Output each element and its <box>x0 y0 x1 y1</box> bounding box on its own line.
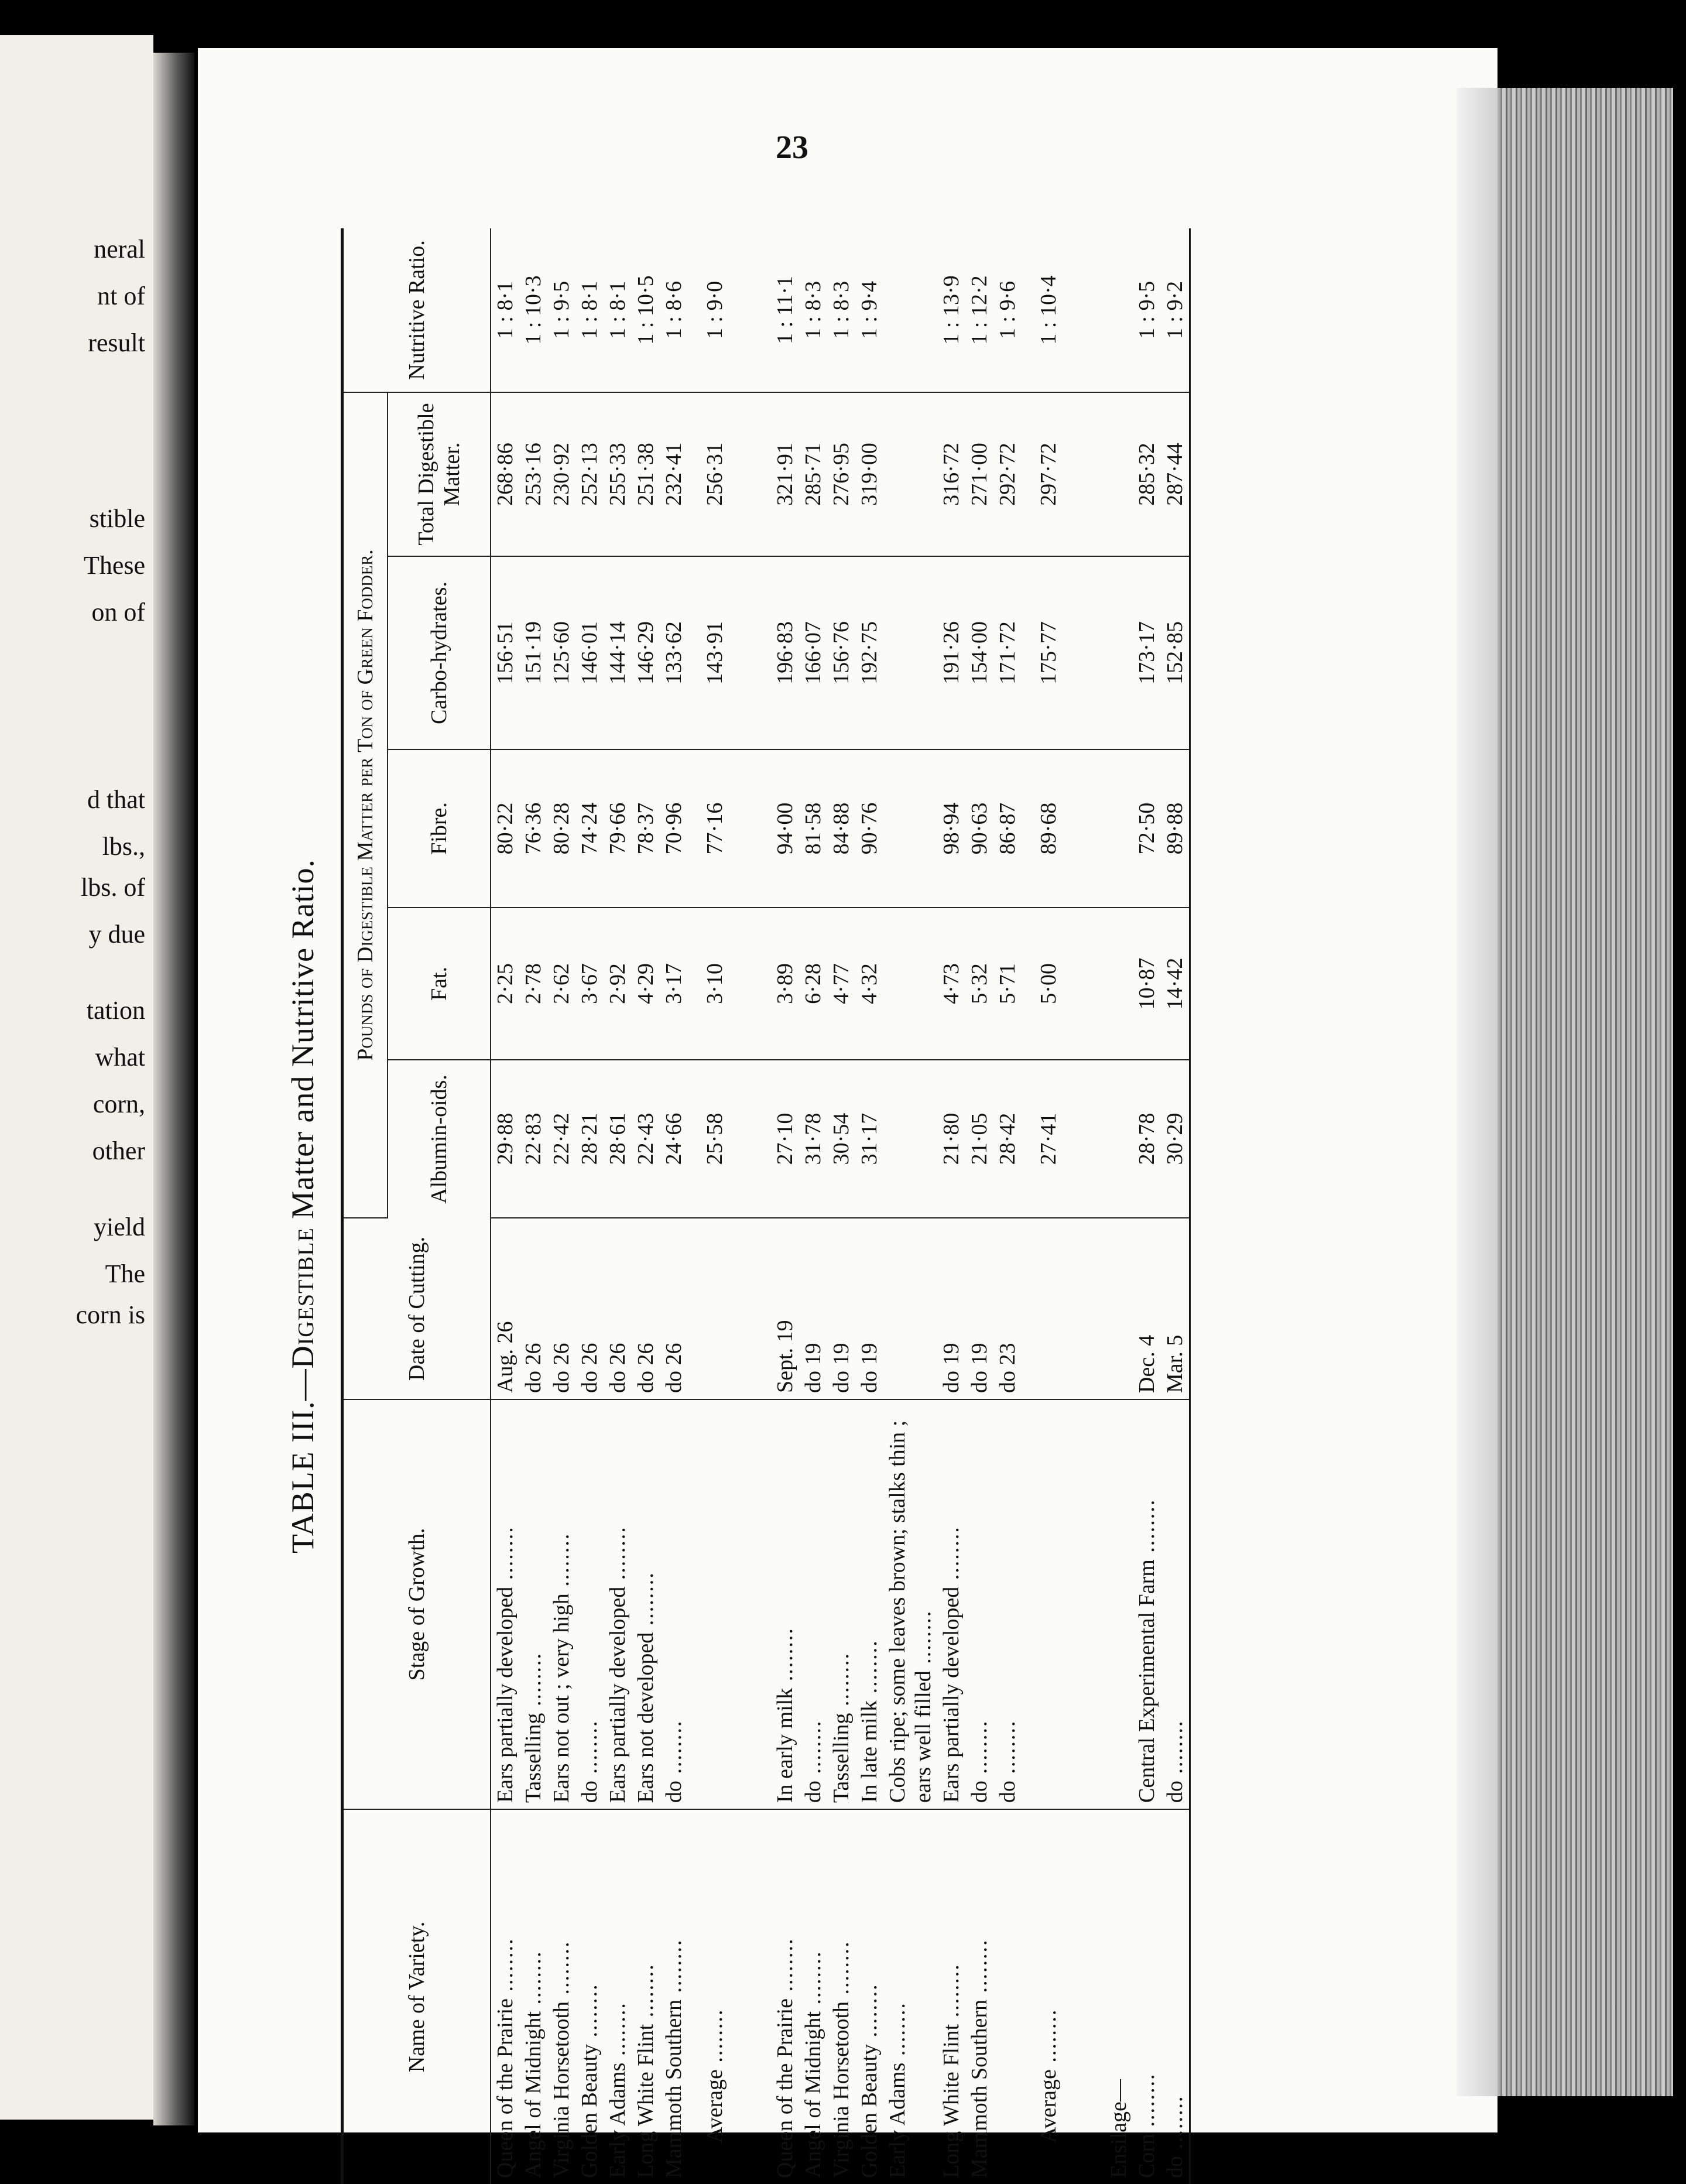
header-ratio: Nutritive Ratio. <box>342 228 491 392</box>
carbohydrates-cell: 192·75 <box>855 556 883 749</box>
fat-cell: 5·32 <box>965 908 993 1060</box>
table-row <box>937 228 965 2184</box>
ratio-cell: 1 : 12·2 <box>965 228 993 392</box>
carbohydrates-cell: 166·07 <box>799 556 827 749</box>
left-page-text-fragment: yield <box>94 1213 145 1241</box>
albuminoids-cell: 27·41 <box>1022 1060 1075 1218</box>
albuminoids-cell: 22·83 <box>519 1060 547 1218</box>
table-title-rest: Matter and Nutritive Ratio. <box>285 858 320 1228</box>
rotated-table-block <box>276 228 1377 2184</box>
carbohydrates-cell: 173·17 <box>1133 556 1161 749</box>
fibre-cell: 90·63 <box>965 749 993 908</box>
fibre-cell: 74·24 <box>575 749 604 908</box>
variety-name-cell: Mammoth Southern ..... <box>965 1809 993 2184</box>
carbohydrates-cell: 152·85 <box>1161 556 1190 749</box>
stage-cell: Ears partially developed ..... <box>491 1399 519 1809</box>
variety-name-cell: Angel of Midnight ..... <box>519 1809 547 2184</box>
variety-name-cell: Ensilage— <box>1106 2079 1131 2178</box>
albuminoids-cell: 21·80 <box>937 1060 965 1218</box>
table-row <box>575 228 604 2184</box>
fibre-cell: 81·58 <box>799 749 827 908</box>
total-cell: 253·16 <box>519 392 547 556</box>
albuminoids-cell: 27·10 <box>771 1060 799 1218</box>
total-cell: 232·41 <box>660 392 688 556</box>
book-gutter <box>153 53 194 2125</box>
fibre-cell: 89·68 <box>1022 749 1075 908</box>
stage-cell: do ..... <box>660 1399 688 1809</box>
variety-name-cell: Angel of Midnight ..... <box>799 1809 827 2184</box>
date-cell: do 19 <box>965 1218 993 1399</box>
date-cell: do 26 <box>547 1218 575 1399</box>
table-row <box>771 228 799 2184</box>
page-edges <box>1497 88 1673 2096</box>
fat-cell: 2·62 <box>547 908 575 1060</box>
stage-cell: Cobs ripe; some leaves brown; stalks thin ; ears well filled ..... <box>883 1399 937 1809</box>
fibre-cell: 70·96 <box>660 749 688 908</box>
variety-name-cell: Corn ..... <box>1133 1809 1161 2184</box>
total-cell: 251·38 <box>632 392 660 556</box>
fibre-cell: 90·76 <box>855 749 883 908</box>
carbohydrates-cell <box>883 556 937 749</box>
carbohydrates-cell: 156·51 <box>491 556 519 749</box>
ratio-cell: 1 : 8·1 <box>491 228 519 392</box>
variety-name-cell: Virginia Horsetooth ..... <box>827 1809 855 2184</box>
fat-cell: 3·89 <box>771 908 799 1060</box>
table-body <box>491 228 1190 2184</box>
variety-name-cell: Queen of the Prairie ..... <box>491 1809 519 2184</box>
stage-cell: Ears not out ; very high ..... <box>547 1399 575 1809</box>
date-cell: Dec. 4 <box>1133 1218 1161 1399</box>
date-cell <box>1105 1218 1133 1399</box>
left-page-text-fragment: on of <box>91 598 145 627</box>
stage-cell <box>688 1399 742 1809</box>
total-cell: 285·71 <box>799 392 827 556</box>
fat-cell: 3·17 <box>660 908 688 1060</box>
stage-cell: do ..... <box>965 1399 993 1809</box>
fibre-cell: 80·28 <box>547 749 575 908</box>
left-page-text-fragment: y due <box>88 920 145 949</box>
ratio-cell: 1 : 9·6 <box>993 228 1022 392</box>
ratio-cell: 1 : 8·6 <box>660 228 688 392</box>
table-row <box>1105 228 1133 2184</box>
left-page-text-fragment: lbs., <box>102 832 145 861</box>
fibre-cell: 79·66 <box>604 749 632 908</box>
ratio-cell: 1 : 9·5 <box>1133 228 1161 392</box>
variety-name-cell: Average ..... <box>1022 1809 1075 2184</box>
date-cell: do 26 <box>604 1218 632 1399</box>
ratio-cell: 1 : 10·5 <box>632 228 660 392</box>
total-cell: 321·91 <box>771 392 799 556</box>
fat-cell <box>1105 908 1133 1060</box>
carbohydrates-cell: 154·00 <box>965 556 993 749</box>
carbohydrates-cell: 144·14 <box>604 556 632 749</box>
average-row <box>1022 228 1075 2184</box>
carbohydrates-cell: 156·76 <box>827 556 855 749</box>
date-cell: Aug. 26 <box>491 1218 519 1399</box>
total-cell: 285·32 <box>1133 392 1161 556</box>
fibre-cell: 80·22 <box>491 749 519 908</box>
fibre-cell: 98·94 <box>937 749 965 908</box>
date-cell: do 19 <box>855 1218 883 1399</box>
table-row <box>660 228 688 2184</box>
page-number: 23 <box>776 129 808 166</box>
table-row <box>965 228 993 2184</box>
left-page-text-fragment: corn, <box>92 1090 145 1118</box>
fat-cell: 4·29 <box>632 908 660 1060</box>
stage-cell: In late milk ..... <box>855 1399 883 1809</box>
fat-cell: 4·73 <box>937 908 965 1060</box>
fibre-cell: 94·00 <box>771 749 799 908</box>
left-page-text-fragment: nt of <box>97 282 145 310</box>
stage-cell <box>1105 1399 1133 1809</box>
carbohydrates-cell: 146·29 <box>632 556 660 749</box>
ratio-cell: 1 : 11·1 <box>771 228 799 392</box>
left-page-text-fragment: stible <box>89 504 145 533</box>
albuminoids-cell: 29·88 <box>491 1060 519 1218</box>
table-title-caps: Digestible <box>285 1227 320 1369</box>
carbohydrates-cell: 171·72 <box>993 556 1022 749</box>
table-row <box>604 228 632 2184</box>
date-cell: do 19 <box>937 1218 965 1399</box>
table-row <box>799 228 827 2184</box>
albuminoids-cell <box>1105 1060 1133 1218</box>
date-cell: do 26 <box>519 1218 547 1399</box>
table-row <box>993 228 1022 2184</box>
albuminoids-cell: 31·17 <box>855 1060 883 1218</box>
header-fibre: Fibre. <box>388 749 491 908</box>
total-cell: 292·72 <box>993 392 1022 556</box>
albuminoids-cell: 25·58 <box>688 1060 742 1218</box>
fibre-cell: 72·50 <box>1133 749 1161 908</box>
stage-cell: Ears partially developed ..... <box>604 1399 632 1809</box>
carbohydrates-cell: 146·01 <box>575 556 604 749</box>
total-cell: 256·31 <box>688 392 742 556</box>
carbohydrates-cell: 196·83 <box>771 556 799 749</box>
fat-cell: 4·77 <box>827 908 855 1060</box>
left-page-text-fragment: lbs. of <box>81 873 145 902</box>
carbohydrates-cell: 151·19 <box>519 556 547 749</box>
ratio-cell: 1 : 8·3 <box>827 228 855 392</box>
albuminoids-cell <box>883 1060 937 1218</box>
total-cell <box>883 392 937 556</box>
ratio-cell: 1 : 9·0 <box>688 228 742 392</box>
total-cell: 230·92 <box>547 392 575 556</box>
albuminoids-cell: 21·05 <box>965 1060 993 1218</box>
fat-cell <box>883 908 937 1060</box>
carbohydrates-cell: 191·26 <box>937 556 965 749</box>
header-fat: Fat. <box>388 908 491 1060</box>
total-cell: 319·00 <box>855 392 883 556</box>
left-page-text-fragment: These <box>83 551 145 580</box>
variety-name-cell: Mammoth Southern ..... <box>660 1809 688 2184</box>
ratio-cell: 1 : 10·4 <box>1022 228 1075 392</box>
ratio-cell <box>883 228 937 392</box>
left-page-text-fragment: d that <box>87 785 145 814</box>
date-cell: do 19 <box>827 1218 855 1399</box>
stage-cell: In early milk ..... <box>771 1399 799 1809</box>
average-row <box>688 228 742 2184</box>
variety-name-cell: Early Adams ..... <box>604 1809 632 2184</box>
left-page-text-fragment: what <box>95 1043 145 1072</box>
ratio-cell: 1 : 8·3 <box>799 228 827 392</box>
table-row <box>827 228 855 2184</box>
stage-cell: do ..... <box>993 1399 1022 1809</box>
carbohydrates-cell: 143·91 <box>688 556 742 749</box>
albuminoids-cell: 24·66 <box>660 1060 688 1218</box>
table-row <box>519 228 547 2184</box>
albuminoids-cell: 28·21 <box>575 1060 604 1218</box>
carbohydrates-cell: 175·77 <box>1022 556 1075 749</box>
spacer-row <box>1075 228 1105 2184</box>
header-total: Total Digestible Matter. <box>388 392 491 556</box>
stage-cell: Ears not developed ..... <box>632 1399 660 1809</box>
table-row <box>883 228 937 2184</box>
left-page-text-fragment: The <box>105 1259 145 1288</box>
ratio-cell: 1 : 10·3 <box>519 228 547 392</box>
ratio-cell: 1 : 9·5 <box>547 228 575 392</box>
fibre-cell <box>1105 749 1133 908</box>
total-cell: 297·72 <box>1022 392 1075 556</box>
albuminoids-cell: 30·54 <box>827 1060 855 1218</box>
ratio-cell: 1 : 9·2 <box>1161 228 1190 392</box>
albuminoids-cell: 28·61 <box>604 1060 632 1218</box>
total-cell <box>1105 392 1133 556</box>
ratio-cell: 1 : 8·1 <box>575 228 604 392</box>
total-cell: 276·95 <box>827 392 855 556</box>
table-row <box>855 228 883 2184</box>
table-title <box>276 228 329 2184</box>
variety-name-cell: do ..... <box>1161 1809 1190 2184</box>
fibre-cell: 86·87 <box>993 749 1022 908</box>
ratio-cell: 1 : 13·9 <box>937 228 965 392</box>
total-cell: 268·86 <box>491 392 519 556</box>
variety-name-cell: Golden Beauty ..... <box>575 1809 604 2184</box>
fibre-cell: 84·88 <box>827 749 855 908</box>
fat-cell: 5·00 <box>1022 908 1075 1060</box>
date-cell: do 26 <box>660 1218 688 1399</box>
carbohydrates-cell: 125·60 <box>547 556 575 749</box>
stage-cell <box>1022 1399 1075 1809</box>
stage-cell: Tasselling ..... <box>827 1399 855 1809</box>
fibre-cell: 78·37 <box>632 749 660 908</box>
albuminoids-cell: 28·42 <box>993 1060 1022 1218</box>
fibre-cell: 77·16 <box>688 749 742 908</box>
date-cell: do 23 <box>993 1218 1022 1399</box>
fat-cell: 2·78 <box>519 908 547 1060</box>
carbohydrates-cell: 133·62 <box>660 556 688 749</box>
albuminoids-cell: 22·42 <box>547 1060 575 1218</box>
stage-cell: Tasselling ..... <box>519 1399 547 1809</box>
variety-name-cell: Long White Flint ..... <box>632 1809 660 2184</box>
fat-cell: 5·71 <box>993 908 1022 1060</box>
date-cell <box>883 1218 937 1399</box>
fat-cell: 14·42 <box>1161 908 1190 1060</box>
fat-cell: 2·25 <box>491 908 519 1060</box>
header-date: Date of Cutting. <box>342 1218 491 1399</box>
stage-cell: Central Experimental Farm ..... <box>1133 1399 1161 1809</box>
variety-name-cell <box>993 1809 1022 2184</box>
ratio-cell <box>1105 228 1133 392</box>
date-cell <box>1022 1218 1075 1399</box>
variety-name-cell: Queen of the Prairie ..... <box>771 1809 799 2184</box>
variety-name-cell: Long White Flint ..... <box>937 1809 965 2184</box>
table-row <box>1133 228 1161 2184</box>
total-cell: 255·33 <box>604 392 632 556</box>
header-albuminoids: Albumin-oids. <box>388 1060 491 1218</box>
total-cell: 252·13 <box>575 392 604 556</box>
header-stage: Stage of Growth. <box>342 1399 491 1809</box>
variety-name-cell: Average ..... <box>688 1809 742 2184</box>
header-group: Pounds of Digestible Matter per Ton of Green Fodder. <box>342 392 388 1218</box>
date-cell <box>688 1218 742 1399</box>
left-page-text-fragment: tation <box>86 996 145 1025</box>
variety-name-cell: Early Adams ..... <box>883 1809 937 2184</box>
fibre-cell <box>883 749 937 908</box>
left-page-text-fragment: other <box>92 1136 145 1165</box>
date-cell: do 26 <box>632 1218 660 1399</box>
digestible-matter-table <box>341 228 1191 2184</box>
fibre-cell: 76·36 <box>519 749 547 908</box>
carbohydrates-cell <box>1105 556 1133 749</box>
left-page-text-fragment: neral <box>94 235 145 263</box>
table-row <box>547 228 575 2184</box>
date-cell: do 26 <box>575 1218 604 1399</box>
ratio-cell: 1 : 8·1 <box>604 228 632 392</box>
fibre-cell: 89·88 <box>1161 749 1190 908</box>
header-carbohydrates: Carbo-hydrates. <box>388 556 491 749</box>
albuminoids-cell: 31·78 <box>799 1060 827 1218</box>
date-cell: Sept. 19 <box>771 1218 799 1399</box>
date-cell: do 19 <box>799 1218 827 1399</box>
fat-cell: 3·67 <box>575 908 604 1060</box>
table-title-prefix: TABLE III.— <box>285 1368 320 1554</box>
total-cell: 271·00 <box>965 392 993 556</box>
table-row <box>491 228 519 2184</box>
spacer-row <box>742 228 771 2184</box>
albuminoids-cell: 22·43 <box>632 1060 660 1218</box>
stage-cell: do ..... <box>1161 1399 1190 1809</box>
fat-cell: 2·92 <box>604 908 632 1060</box>
left-page-text-fragment: result <box>88 328 145 357</box>
total-cell: 316·72 <box>937 392 965 556</box>
left-facing-page <box>0 35 153 2120</box>
fat-cell: 4·32 <box>855 908 883 1060</box>
table-row <box>632 228 660 2184</box>
total-cell: 287·44 <box>1161 392 1190 556</box>
stage-cell: do ..... <box>799 1399 827 1809</box>
date-cell: Mar. 5 <box>1161 1218 1190 1399</box>
fat-cell: 10·87 <box>1133 908 1161 1060</box>
ratio-cell: 1 : 9·4 <box>855 228 883 392</box>
fat-cell: 6·28 <box>799 908 827 1060</box>
fat-cell: 3·10 <box>688 908 742 1060</box>
albuminoids-cell: 30·29 <box>1161 1060 1190 1218</box>
table-row <box>1161 228 1190 2184</box>
variety-name-cell: Golden Beauty ..... <box>855 1809 883 2184</box>
header-name: Name of Variety. <box>342 1809 491 2184</box>
albuminoids-cell: 28·78 <box>1133 1060 1161 1218</box>
stage-cell: Ears partially developed ..... <box>937 1399 965 1809</box>
variety-name-cell: Virginia Horsetooth ..... <box>547 1809 575 2184</box>
left-page-text-fragment: corn is <box>76 1300 145 1329</box>
stage-cell: do ..... <box>575 1399 604 1809</box>
